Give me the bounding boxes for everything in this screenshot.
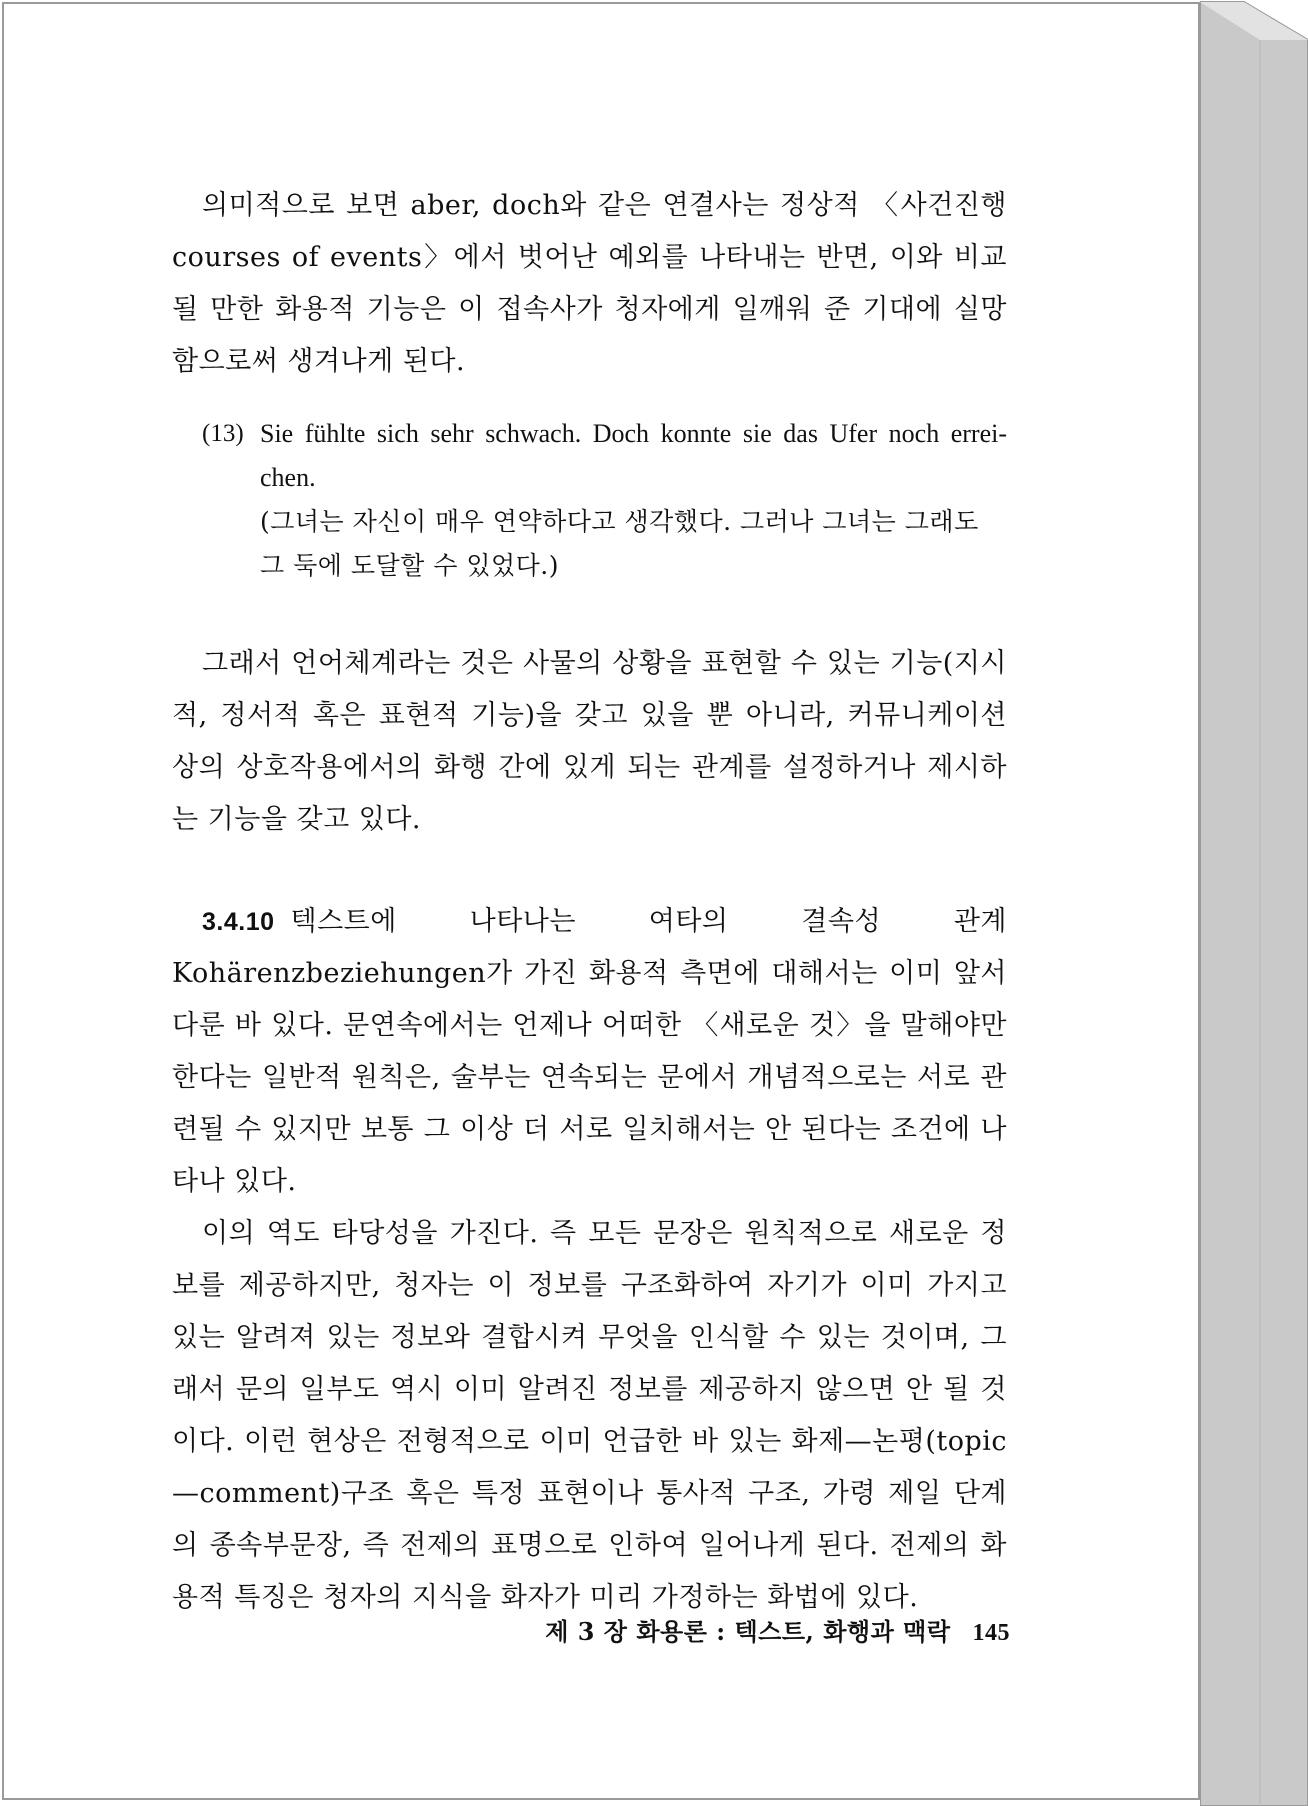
page-content xyxy=(172,180,1007,1624)
paragraph-converse: 이의 역도 타당성을 가진다. 즉 모든 문장은 원칙적으로 새로운 정보를 제공하지만, 청자는 이 정보를 구조화하여 자기가 이미 가지고 있는 알려져 있는 정보와 결합시켜 무엇을 인식할 수 있는 것이며, 그래서 문의 일부도 역시 이미 알려진 정보를 제공하지 않으면 안 될 것이다. 이런 현상은 전형적으로 이미 언급한 바 있는 화제—논평(topic—comment)구조 혹은 특정 표현이나 통사적 구조, 가령 제일 단계의 종속부문장, 즉 전제의 표명으로 인하여 일어나게 된다. 전제의 화용적 특징은 청자의 지식을 화자가 미리 가정하는 화법에 있다. xyxy=(172,1218,1007,1613)
example-13 xyxy=(172,412,1007,588)
section-number: 3.4.10 xyxy=(202,908,275,936)
chapter-title: 제 3 장 화용론 : 텍스트, 화행과 맥락 xyxy=(545,1617,951,1646)
book-spine-edge xyxy=(1200,0,1308,1806)
example-german-sentence: Sie fühlte sich sehr schwach. Doch konnte sie das Ufer noch errei-chen. xyxy=(260,419,1007,492)
section-text: 텍스트에 나타나는 여타의 결속성 관계 Kohärenzbeziehungen가 가진 화용적 측면에 대해서는 이미 앞서 다룬 바 있다. 문연속에서는 언제나 어떠한 〈새로운 것〉을 말해야만 한다는 일반적 원칙은, 술부는 연속되는 문에서 개념적으로는 서로 관련될 수 있지만 보통 그 이상 더 서로 일치해서는 안 된다는 조건에 나타나 있다. xyxy=(172,906,1007,1197)
example-number: (13) xyxy=(202,420,244,447)
example-korean-translation: (그녀는 자신이 매우 연약하다고 생각했다. 그러나 그녀는 그래도 그 둑에 도달할 수 있었다.) xyxy=(260,507,979,580)
paragraph-section-3-4-10 xyxy=(172,896,1007,1208)
running-footer xyxy=(530,1612,1010,1647)
paragraph-connectives: 의미적으로 보면 aber, doch와 같은 연결사는 정상적 〈사건진행 courses of events〉에서 벗어난 예외를 나타내는 반면, 이와 비교될 만한 화용적 기능은 이 접속사가 청자에게 일깨워 준 기대에 실망함으로써 생겨나게 된다. xyxy=(172,190,1007,377)
paragraph-language-system: 그래서 언어체계라는 것은 사물의 상황을 표현할 수 있는 기능(지시적, 정서적 혹은 표현적 기능)을 갖고 있을 뿐 아니라, 커뮤니케이션 상의 상호작용에서의 화행 간에 있게 되는 관계를 설정하거나 제시하는 기능을 갖고 있다. xyxy=(172,648,1007,835)
page-number: 145 xyxy=(972,1620,1010,1646)
